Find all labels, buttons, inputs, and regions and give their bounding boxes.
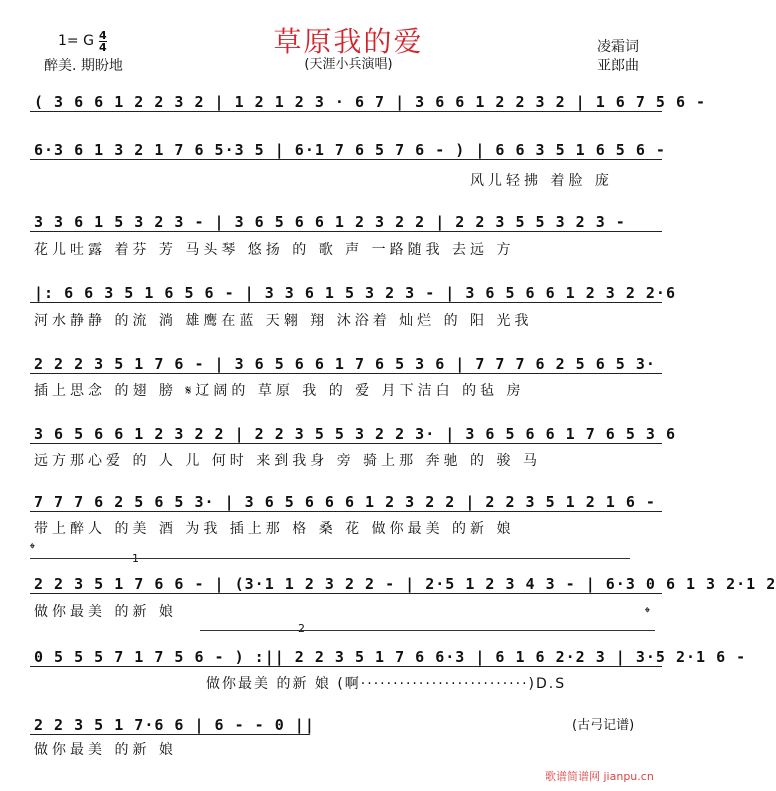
lyric-line: 风儿轻拂 着脸 庞	[470, 173, 613, 189]
lyric-line: 插上思念 的翅 膀 𝄋辽阔的 草原 我 的 爱 月下洁白 的毡 房	[34, 383, 525, 399]
tempo-mood: 醉美. 期盼地	[44, 58, 123, 74]
lyric-line: 远方那心爱 的 人 儿 何时 来到我身 旁 骑上那 奔驰 的 骏 马	[34, 453, 541, 469]
staff-line	[30, 136, 666, 166]
staff-notes: 0 5 5 5 7 1 7 5 6 - ) :|| 2 2 3 5 1 7 6 6·3 | 6 1 6 2·2 3 | 3·5 2·1 6 -	[34, 648, 747, 666]
lyric-line: 做你最美 的新 娘	[34, 604, 177, 620]
staff-notes: 2 2 3 5 1 7·6 6 | 6 - - 0 ||	[34, 716, 315, 734]
staff-line	[30, 711, 315, 741]
beam-line	[30, 159, 662, 160]
beam-line	[30, 734, 310, 735]
composer: 亚郎曲	[597, 58, 639, 74]
staff-line	[30, 279, 676, 309]
staff-notes: 7 7 7 6 2 5 6 5 3· | 3 6 5 6 6 6 1 2 3 2 2 | 2 2 3 5 1 2 1 6 -	[34, 493, 656, 511]
beam-line	[30, 593, 662, 594]
volta-1-label: 1	[132, 552, 139, 565]
beam-line	[30, 111, 662, 112]
staff-line	[30, 350, 662, 380]
beam-line	[30, 666, 662, 667]
beam-line	[30, 511, 662, 512]
beam-line	[30, 443, 662, 444]
lyric-line: 河水静静 的流 淌 雄鹰在蓝 天翱 翔 沐浴着 灿烂 的 阳 光我	[34, 313, 533, 329]
lyricist: 凌霜词	[597, 39, 639, 55]
staff-notes: |: 6 6 3 5 1 6 5 6 - | 3 3 6 1 5 3 2 3 - | 3 6 5 6 6 1 2 3 2 2·6	[34, 284, 676, 302]
beam-line	[30, 373, 662, 374]
beam-line	[30, 302, 662, 303]
volta-1-bracket	[30, 558, 630, 559]
beam-line	[30, 231, 662, 232]
staff-line	[30, 488, 662, 518]
transcriber-credit: (古弓记谱)	[572, 718, 635, 733]
staff-notes: 2 2 2 3 5 1 7 6 - | 3 6 5 6 6 1 7 6 5 3 6 | 7 7 7 6 2 5 6 5 3·	[34, 355, 656, 373]
staff-notes: 3 3 6 1 5 3 2 3 - | 3 6 5 6 6 1 2 3 2 2 | 2 2 3 5 5 3 2 3 -	[34, 213, 626, 231]
song-title: 草原我的爱	[273, 25, 424, 58]
lyric-line: 花儿吐露 着芬 芳 马头琴 悠扬 的 歌 声 一路随我 去远 方	[34, 242, 515, 258]
staff-notes: ( 3 6 6 1 2 2 3 2 | 1 2 1 2 3 · 6 7 | 3 6 6 1 2 2 3 2 | 1 6 7 5 6 -	[34, 93, 707, 111]
key-signature: 1= G	[58, 33, 94, 49]
coda-symbol: 𝄌	[30, 541, 35, 557]
coda-symbol-end: 𝄌	[645, 605, 650, 621]
staff-line	[30, 643, 747, 673]
watermark: 歌谱简谱网 jianpu.cn	[545, 770, 654, 783]
volta-2-label: 2	[298, 622, 305, 635]
staff-notes: 2 2 3 5 1 7 6 6 - | (3·1 1 2 3 2 2 - | 2·5 1 2 3 4 3 - | 6·3 0 6 1 3 2·1 2	[34, 575, 776, 593]
time-signature-top: 4	[99, 29, 107, 42]
staff-notes: 6·3 6 1 3 2 1 7 6 5·3 5 | 6·1 7 6 5 7 6 - ) | 6 6 3 5 1 6 5 6 -	[34, 141, 666, 159]
lyric-line: 做你最美 的新 娘 (啊··························)D.S	[206, 676, 567, 692]
staff-line	[30, 570, 776, 600]
volta-2-bracket	[200, 630, 655, 639]
staff-line	[30, 88, 707, 118]
time-signature	[99, 30, 107, 53]
lyric-line: 做你最美 的新 娘	[34, 742, 177, 758]
performer: (天涯小兵演唱)	[304, 57, 393, 72]
lyric-line: 带上醉人 的美 酒 为我 插上那 格 桑 花 做你最美 的新 娘	[34, 521, 515, 537]
time-signature-bottom: 4	[99, 41, 107, 54]
staff-line	[30, 208, 662, 238]
staff-line	[30, 420, 676, 450]
staff-notes: 3 6 5 6 6 1 2 3 2 2 | 2 2 3 5 5 3 2 2 3· | 3 6 5 6 6 1 7 6 5 3 6	[34, 425, 676, 443]
